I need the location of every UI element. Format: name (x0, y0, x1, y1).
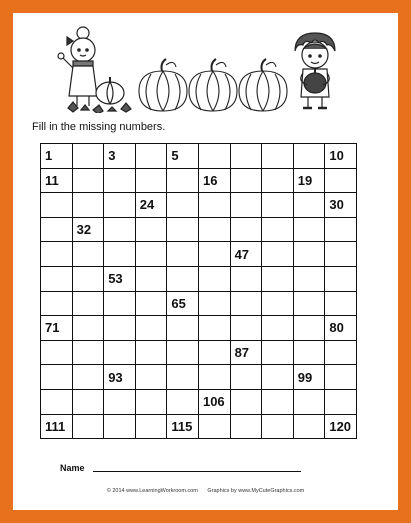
grid-cell-number: 71 (41, 316, 73, 341)
grid-cell-blank[interactable] (262, 316, 294, 341)
grid-cell-blank[interactable] (325, 291, 357, 316)
grid-cell-blank[interactable] (167, 193, 199, 218)
illustration-strip (13, 13, 398, 113)
grid-cell-number: 106 (198, 389, 230, 414)
grid-cell-blank[interactable] (262, 193, 294, 218)
grid-cell-blank[interactable] (293, 316, 325, 341)
grid-cell-blank[interactable] (293, 266, 325, 291)
grid-cell-blank[interactable] (72, 242, 104, 267)
grid-cell-blank[interactable] (293, 193, 325, 218)
grid-cell-blank[interactable] (104, 316, 136, 341)
grid-cell-blank[interactable] (167, 389, 199, 414)
grid-cell-number: 3 (104, 144, 136, 169)
grid-cell-blank[interactable] (167, 168, 199, 193)
grid-cell-blank[interactable] (104, 340, 136, 365)
grid-cell-blank[interactable] (293, 217, 325, 242)
grid-cell-blank[interactable] (167, 217, 199, 242)
grid-cell-blank[interactable] (325, 242, 357, 267)
grid-cell-blank[interactable] (135, 316, 167, 341)
grid-row (41, 242, 357, 267)
grid-row (41, 316, 357, 341)
grid-cell-blank[interactable] (135, 340, 167, 365)
grid-cell-blank[interactable] (167, 365, 199, 390)
hundreds-chart-grid (40, 143, 357, 439)
graphics-credit-text: Graphics by www.MyCuteGraphics.com (207, 488, 305, 494)
grid-cell-blank[interactable] (293, 414, 325, 439)
grid-cell-blank[interactable] (198, 316, 230, 341)
grid-cell-blank[interactable] (41, 242, 73, 267)
grid-cell-blank[interactable] (325, 266, 357, 291)
grid-cell-number: 99 (293, 365, 325, 390)
grid-cell-blank[interactable] (230, 365, 262, 390)
footer (13, 488, 398, 494)
grid-cell-blank[interactable] (72, 291, 104, 316)
grid-cell-blank[interactable] (230, 414, 262, 439)
grid-cell-number: 65 (167, 291, 199, 316)
grid-cell-blank[interactable] (262, 168, 294, 193)
grid-cell-blank[interactable] (293, 291, 325, 316)
grid-row (41, 291, 357, 316)
grid-cell-blank[interactable] (325, 168, 357, 193)
grid-cell-number: 19 (293, 168, 325, 193)
grid-row (41, 217, 357, 242)
grid-cell-blank[interactable] (41, 193, 73, 218)
grid-cell-blank[interactable] (198, 340, 230, 365)
grid-cell-blank[interactable] (135, 168, 167, 193)
grid-cell-blank[interactable] (41, 389, 73, 414)
grid-cell-blank[interactable] (293, 340, 325, 365)
grid-cell-number: 5 (167, 144, 199, 169)
grid-cell-blank[interactable] (72, 266, 104, 291)
grid-cell-blank[interactable] (104, 389, 136, 414)
pumpkin-icon (189, 59, 237, 111)
grid-row (41, 193, 357, 218)
grid-row (41, 144, 357, 169)
grid-cell-blank[interactable] (72, 144, 104, 169)
grid-cell-blank[interactable] (325, 389, 357, 414)
grid-cell-blank[interactable] (135, 266, 167, 291)
grid-cell-blank[interactable] (198, 144, 230, 169)
grid-cell-number: 16 (198, 168, 230, 193)
grid-cell-blank[interactable] (104, 242, 136, 267)
grid-cell-blank[interactable] (198, 266, 230, 291)
grid-row (41, 266, 357, 291)
grid-cell-blank[interactable] (104, 217, 136, 242)
grid-cell-blank[interactable] (293, 144, 325, 169)
grid-cell-number: 11 (41, 168, 73, 193)
grid-cell-blank[interactable] (262, 217, 294, 242)
name-label: Name (60, 463, 85, 473)
name-field[interactable] (93, 471, 301, 472)
grid-cell-blank[interactable] (41, 266, 73, 291)
grid-cell-blank[interactable] (41, 291, 73, 316)
grid-cell-blank[interactable] (135, 217, 167, 242)
grid-cell-number: 87 (230, 340, 262, 365)
grid-cell-blank[interactable] (262, 414, 294, 439)
grid-cell-blank[interactable] (135, 144, 167, 169)
grid-cell-blank[interactable] (135, 291, 167, 316)
grid-cell-blank[interactable] (104, 168, 136, 193)
grid-cell-blank[interactable] (104, 414, 136, 439)
grid-cell-blank[interactable] (72, 389, 104, 414)
grid-cell-blank[interactable] (72, 365, 104, 390)
grid-cell-blank[interactable] (41, 217, 73, 242)
grid-cell-blank[interactable] (262, 365, 294, 390)
girl-with-pumpkin-icon (58, 27, 131, 113)
grid-cell-blank[interactable] (72, 414, 104, 439)
grid-cell-number: 80 (325, 316, 357, 341)
grid-cell-blank[interactable] (230, 168, 262, 193)
grid-cell-blank[interactable] (72, 340, 104, 365)
grid-cell-blank[interactable] (135, 389, 167, 414)
grid-row (41, 365, 357, 390)
grid-cell-blank[interactable] (198, 242, 230, 267)
grid-cell-blank[interactable] (41, 365, 73, 390)
grid-cell-blank[interactable] (230, 316, 262, 341)
grid-cell-blank[interactable] (293, 242, 325, 267)
grid-cell-number: 32 (72, 217, 104, 242)
grid-cell-number: 24 (135, 193, 167, 218)
grid-cell-blank[interactable] (230, 193, 262, 218)
grid-cell-blank[interactable] (262, 340, 294, 365)
grid-cell-blank[interactable] (325, 340, 357, 365)
grid-row (41, 168, 357, 193)
grid-cell-blank[interactable] (230, 217, 262, 242)
grid-cell-blank[interactable] (230, 144, 262, 169)
grid-row (41, 340, 357, 365)
grid-cell-blank[interactable] (262, 291, 294, 316)
grid-cell-blank[interactable] (198, 365, 230, 390)
grid-cell-blank[interactable] (230, 389, 262, 414)
boy-with-pumpkin-icon (295, 33, 335, 108)
grid-row (41, 414, 357, 439)
copyright-text: © 2014 www.LearningWorkroom.com (106, 488, 198, 494)
grid-cell-number: 53 (104, 266, 136, 291)
grid-cell-blank[interactable] (230, 266, 262, 291)
worksheet (13, 13, 398, 510)
grid-cell-blank[interactable] (230, 291, 262, 316)
grid-cell-number: 1 (41, 144, 73, 169)
pumpkin-icon (139, 59, 187, 111)
instruction-text: Fill in the missing numbers. (32, 121, 166, 133)
grid-cell-blank[interactable] (72, 316, 104, 341)
grid-cell-number: 115 (167, 414, 199, 439)
grid-cell-blank[interactable] (198, 193, 230, 218)
grid-cell-number: 120 (325, 414, 357, 439)
grid-row (41, 389, 357, 414)
grid-cell-blank[interactable] (198, 217, 230, 242)
grid-cell-blank[interactable] (72, 193, 104, 218)
grid-cell-blank[interactable] (262, 144, 294, 169)
grid-cell-number: 111 (41, 414, 73, 439)
grid-cell-blank[interactable] (135, 414, 167, 439)
grid-cell-number: 30 (325, 193, 357, 218)
grid-cell-blank[interactable] (167, 242, 199, 267)
grid-cell-blank[interactable] (135, 242, 167, 267)
grid-cell-number: 93 (104, 365, 136, 390)
grid-cell-blank[interactable] (325, 365, 357, 390)
grid-cell-number: 10 (325, 144, 357, 169)
grid-cell-blank[interactable] (167, 266, 199, 291)
pumpkin-icon (239, 59, 287, 111)
grid-cell-blank[interactable] (198, 291, 230, 316)
grid-cell-blank[interactable] (167, 340, 199, 365)
grid-cell-blank[interactable] (104, 291, 136, 316)
grid-cell-blank[interactable] (262, 389, 294, 414)
grid-cell-blank[interactable] (104, 193, 136, 218)
grid-cell-blank[interactable] (262, 266, 294, 291)
grid-cell-blank[interactable] (325, 217, 357, 242)
grid-cell-blank[interactable] (41, 340, 73, 365)
grid-cell-blank[interactable] (198, 414, 230, 439)
grid-cell-blank[interactable] (135, 365, 167, 390)
grid-cell-blank[interactable] (293, 389, 325, 414)
grid-cell-blank[interactable] (262, 242, 294, 267)
grid-cell-blank[interactable] (72, 168, 104, 193)
grid-cell-blank[interactable] (167, 316, 199, 341)
grid-cell-number: 47 (230, 242, 262, 267)
